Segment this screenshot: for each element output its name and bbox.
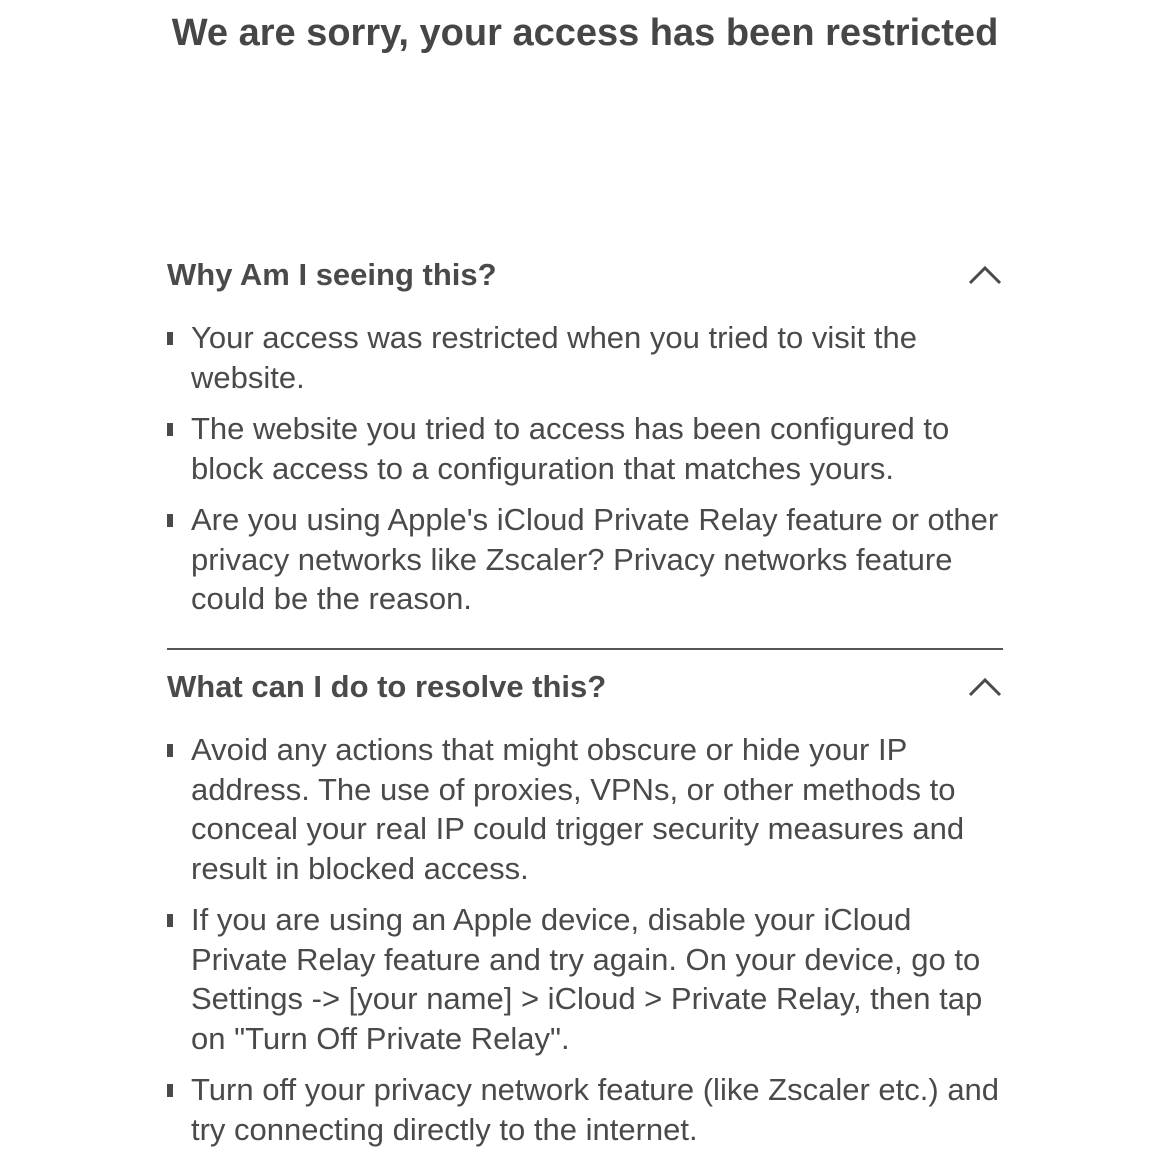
page-title: We are sorry, your access has been restricted	[171, 12, 999, 54]
faq-section-why	[167, 250, 1003, 631]
faq-header-why[interactable]	[167, 250, 1003, 300]
list-item-text: If you are using an Apple device, disable your iCloud Private Relay feature and try again. On your device, go to Settings -> [your name] > iCloud > Private Relay, then tap on "Turn Off Private Relay".	[191, 902, 983, 1056]
list-item	[167, 900, 1003, 1058]
faq-section-resolve	[167, 648, 1003, 1161]
bullet-icon	[167, 1084, 173, 1097]
list-item	[167, 318, 1003, 397]
chevron-up-icon[interactable]	[967, 675, 1003, 699]
bullet-icon	[167, 914, 173, 927]
list-item	[167, 730, 1003, 888]
faq-list	[167, 730, 1003, 1149]
list-item	[167, 1070, 1003, 1149]
chevron-up-icon[interactable]	[967, 263, 1003, 287]
bullet-icon	[167, 744, 173, 757]
bullet-icon	[167, 514, 173, 527]
faq-title: Why Am I seeing this?	[167, 257, 497, 292]
list-item	[167, 500, 1003, 619]
faq-header-resolve[interactable]	[167, 662, 1003, 712]
bullet-icon	[167, 332, 173, 345]
list-item-text: Are you using Apple's iCloud Private Relay feature or other privacy networks like Zscaler? Privacy networks feature could be the reason.	[191, 502, 999, 616]
faq-title: What can I do to resolve this?	[167, 669, 607, 704]
list-item-text: The website you tried to access has been configured to block access to a configuration that matches yours.	[191, 411, 950, 486]
list-item-text: Your access was restricted when you tried to visit the website.	[191, 320, 917, 395]
list-item	[167, 409, 1003, 488]
list-item-text: Turn off your privacy network feature (like Zscaler etc.) and try connecting directly to the internet.	[191, 1072, 1000, 1147]
faq-list	[167, 318, 1003, 619]
bullet-icon	[167, 423, 173, 436]
list-item-text: Avoid any actions that might obscure or hide your IP address. The use of proxies, VPNs, or other methods to conceal your real IP could trigger security measures and result in blocked access.	[191, 732, 965, 886]
